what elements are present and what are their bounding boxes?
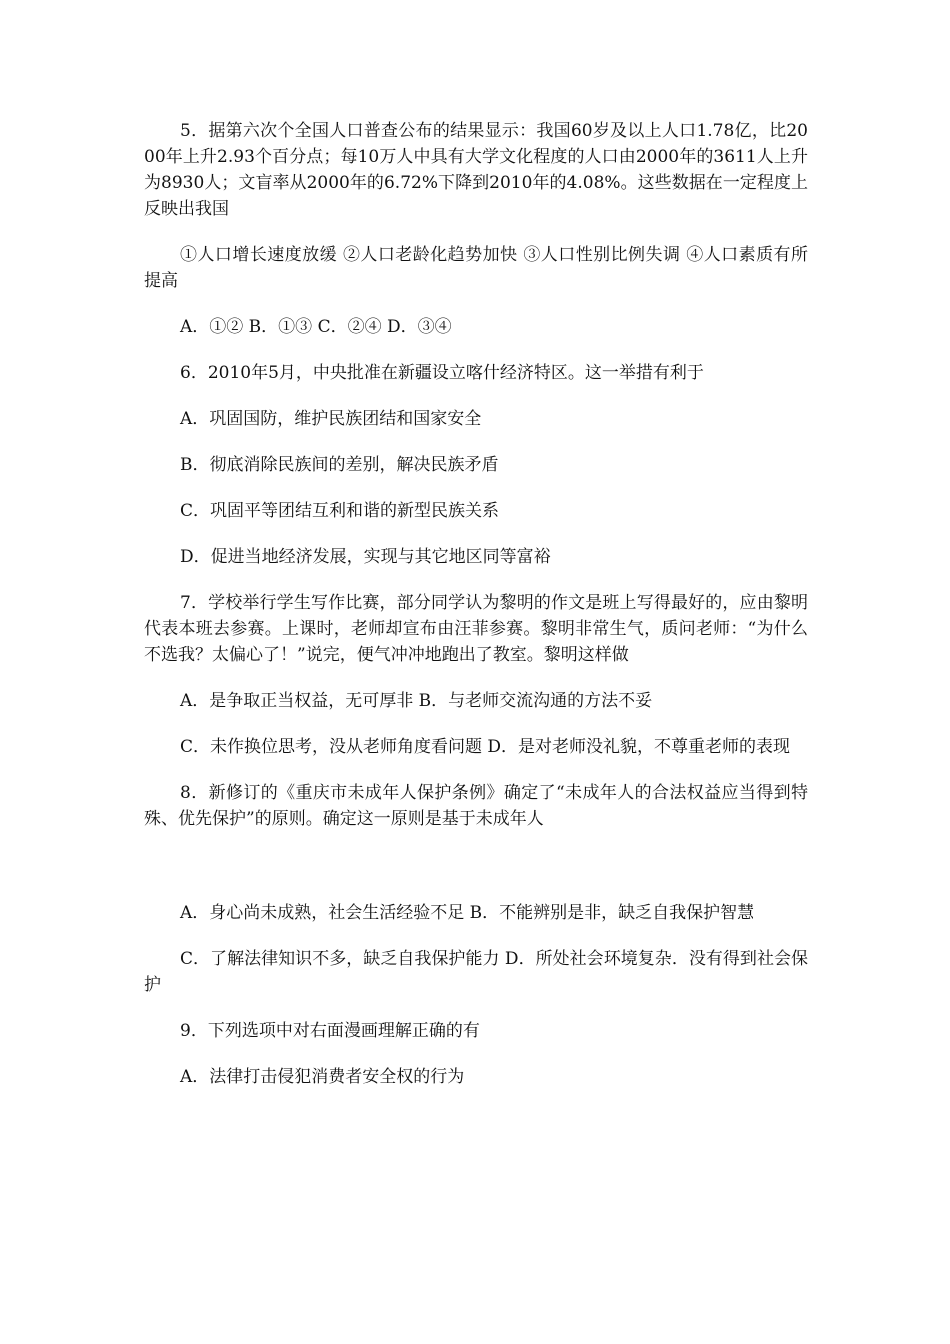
question-8-stem: 8．新修订的《重庆市未成年人保护条例》确定了“未成年人的合法权益应当得到特殊、优先保护”的原则。确定这一原则是基于未成年人: [144, 783, 808, 829]
question-7-options-ab: A．是争取正当权益，无可厚非 B．与老师交流沟通的方法不妥: [180, 691, 653, 711]
question-5-options: A．①② B．①③ C．②④ D．③④: [180, 317, 452, 337]
question-8-options-ab: A．身心尚未成熟，社会生活经验不足 B．不能辨别是非，缺乏自我保护智慧: [180, 903, 755, 923]
question-6-option-c: C．巩固平等团结互利和谐的新型民族关系: [180, 501, 500, 521]
question-6-option-a: A．巩固国防，维护民族团结和国家安全: [180, 409, 482, 429]
question-7-stem: 7．学校举行学生写作比赛，部分同学认为黎明的作文是班上写得最好的，应由黎明代表本班去参赛。上课时，老师却宣布由汪菲参赛。黎明非常生气，质问老师：“为什么不选我？太偏心了！”说完，便气冲冲地跑出了教室。黎明这样做: [144, 593, 808, 665]
question-6-option-b: B．彻底消除民族间的差别，解决民族矛盾: [180, 455, 499, 475]
question-8-options-cd: C．了解法律知识不多，缺乏自我保护能力 D．所处社会环境复杂．没有得到社会保护: [144, 949, 808, 995]
question-5-stem: 5．据第六次个全国人口普查公布的结果显示：我国60岁及以上人口1.78亿，比2000年上升2.93个百分点；每10万人中具有大学文化程度的人口由2000年的3611人上升为8930人；文盲率从2000年的6.72%下降到2010年的4.08%。这些数据在一定程度上反映出我国: [144, 121, 808, 219]
question-9-stem: 9．下列选项中对右面漫画理解正确的有: [180, 1021, 480, 1041]
question-6-stem: 6．2010年5月，中央批准在新疆设立喀什经济特区。这一举措有利于: [180, 363, 704, 383]
blank-gap: [144, 852, 808, 900]
document-body: [144, 118, 808, 1110]
question-7-options-cd: C．未作换位思考，没从老师角度看问题 D．是对老师没礼貌，不尊重老师的表现: [180, 737, 791, 757]
question-9-option-a: A．法律打击侵犯消费者安全权的行为: [180, 1067, 465, 1087]
question-6-option-d: D．促进当地经济发展，实现与其它地区同等富裕: [180, 547, 551, 567]
question-5-statements: ①人口增长速度放缓 ②人口老龄化趋势加快 ③人口性别比例失调 ④人口素质有所提高: [144, 245, 808, 291]
